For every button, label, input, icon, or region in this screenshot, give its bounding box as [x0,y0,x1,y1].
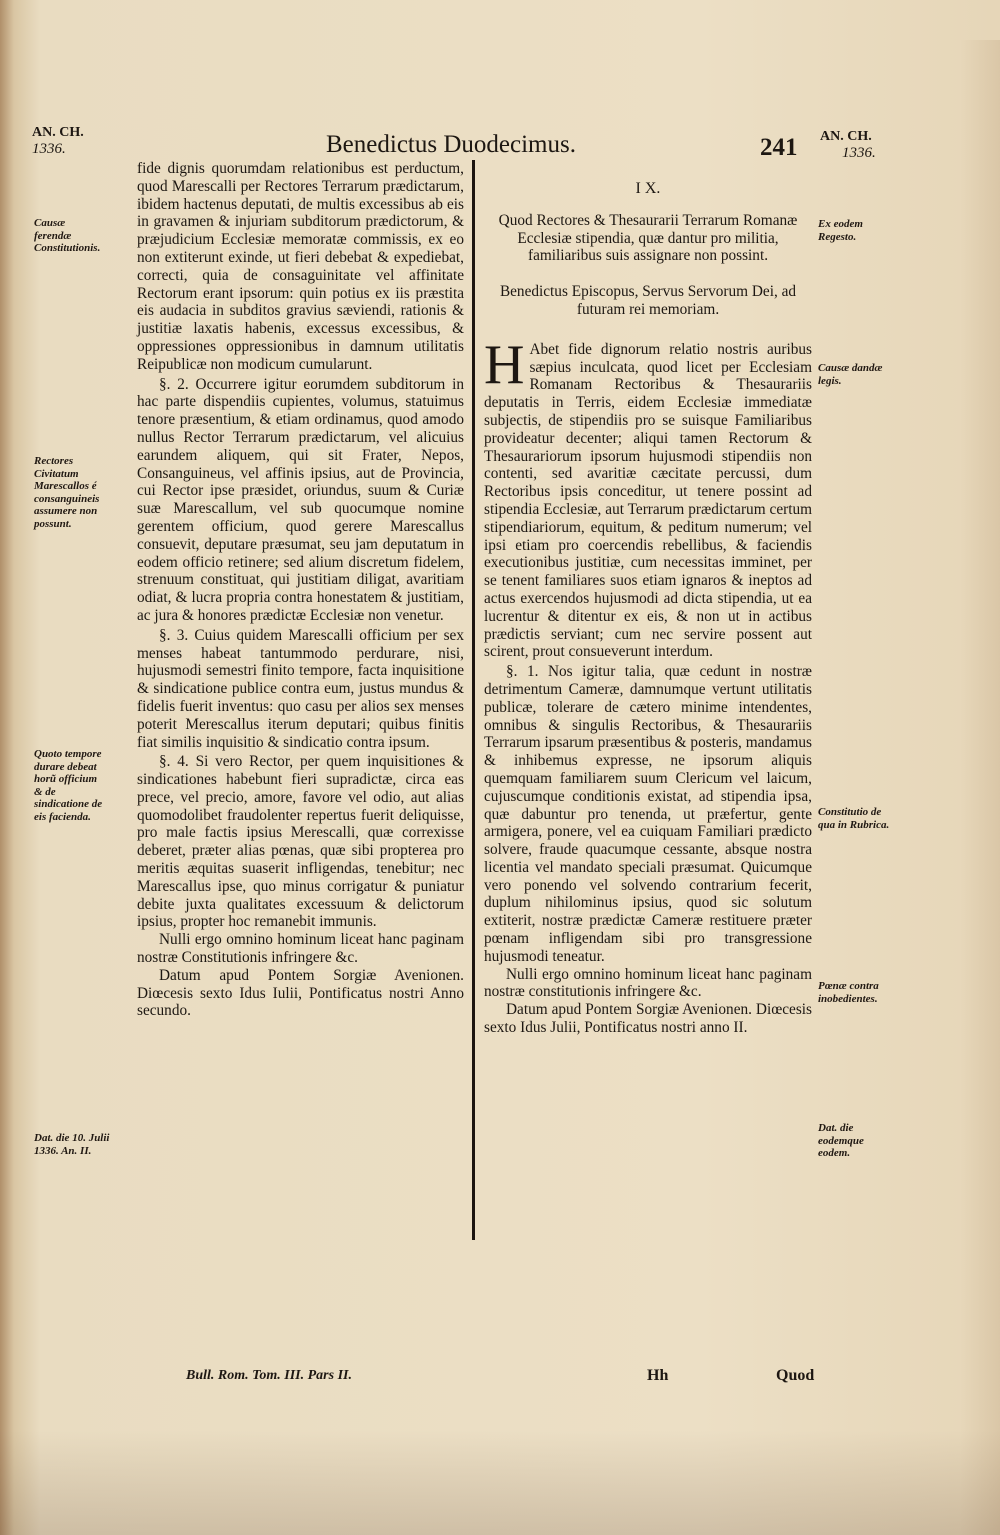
document-number: I X. [635,180,661,197]
paragraph: §. 4. Si vero Rector, per quem inquisitiones & sindicationes habebunt fieri supradictæ, circa eas prece, vel precio, amore, favore vel odio, aut alias quomodolibet fraudolenter repertus fuerit deliquisse, pro male factis ipsius Merescalli, quæ correxisse deberet, præter alias pœnas, quæ sibi propterea pro meritis æquitas suaserit infligendas, tenebitur; nec Marescallus ipse, quo minus corrigatur & puniatur debite juxta qualitates excessuum & delictorum ipsius, propter hoc remanebit immunis. [137,753,464,931]
first-paragraph-text: Abet fide dignorum relatio nostris auribus sæpius inculcata, quod licet per Ecclesiam Romanam Rectoribus & Thesaurariis deputatis in Terris, eidem Ecclesiæ immediatæ subjectis, de stipendiis pro se suisque Familiaribus provideatur decenter; aliqui tamen Rectorum & Thesaurariorum ipsorum hujusmodi stipendiis non contenti, sed avaritiæ cæcitate percussi, dum Rectoribus ipsis conceditur, ut tenere possint ad stipendia Ecclesiæ, aut Terrarum prædictarum certum stipendiariorum, equitum, & peditum numerum; vel ipsi etiam pro coercendis rebellibus, & faciendis executionibus justitiæ, cum necessitas imminet, per se tenent familiares suos etiam ignaros & ineptos ad actus exercendos hujusmodi ad dicta stipendia, ut ea lucrentur & ditentur ex eis, & non ut in actibus prædictis serviant; cum nec servire possent aut scirent, prout consueverunt interdum. [484,340,812,661]
drop-cap: H [484,333,525,396]
rubric: Quod Rectores & Thesaurarii Terrarum Romanæ Ecclesiæ stipendia, quæ dantur pro militia, familiaribus suis assignare non possint. [498,211,798,265]
paragraph: fide dignis quorumdam relationibus est perductum, quod Marescalli per Rectores Terrarum prædictarum, ibidem hactenus deputati, de multis excessibus ab eis in gravamen & injuriam subditorum prædictorum, & præjudicium Ecclesiæ memoratæ commissis, ex eo non extiterunt exinde, ut fieri debebat & expediebat, correcti, quia de consaguinitate vel affinitate Rectorum erant ipsorum: quin potius ex iis præstita eis audacia in subditos gravius sæviendi, rationis & justitiæ laxatis habenis, excessus excessibus, & oppressiones oppressionibus in damnum utilitatis Reipublicæ non modicum cumularunt. [137,160,464,373]
right-margin-note: Ex eodem Regesto. [818,218,863,243]
first-paragraph [484,333,812,661]
right-year: 1336. [842,145,876,161]
paragraph: Datum apud Pontem Sorgiæ Avenionen. Diœcesis sexto Idus Julii, Pontificatus nostri anno II. [484,1001,812,1037]
signature-line: Bull. Rom. Tom. III. Pars II. [186,1368,352,1383]
paragraph: §. 3. Cuius quidem Marescalli officium per sex menses habeat tantummodo perdurare, nisi, hujusmodi semestri finito tempore, facta inquisitione & sindicatione publice contra eum, justus mundus & fidelis fuerit inventus: quo casu per alios sex menses poterit Merescallus iterum deputari; quibus finitis fiat similis inquisitio & sindicatio contra ipsum. [137,626,464,751]
paragraph: Datum apud Pontem Sorgiæ Avenionen. Diœcesis sexto Idus Iulii, Pontificatus nostri Anno secundo. [137,966,464,1020]
left-year-label: AN. CH. [32,125,84,140]
column-rule [472,160,475,1240]
left-year-block [32,124,84,158]
paragraph: Nulli ergo omnino hominum liceat hanc paginam nostræ constitutionis infringere &c. [484,965,812,1001]
paragraph: §. 2. Occurrere igitur eorumdem subditorum in hac parte dispendiis cupientes, volumus, statuimus tenore præsentium, & etiam ordinamus, quod amodo nullus Rector Terrarum prædictarum, vel alicuius earundem aliquem, qui sit Frater, Nepos, Consanguineus, vel affinis ipsius, aut de Provincia, cui Rector ipse præsidet, oriundus, suum & Curiæ suæ Marescallum, vel sub quocumque nomine gerentem officium, quod gerere Marescallus consuevit, deputare præsumat, seu jam deputatum in eodem officio retinere; sed alium discretum fidelem, strenuum constituat, qui justitiam diligat, avaritiam odiat, & lucra propria contra honestatem & justitiam, ac jura & honores prædictæ Ecclesiæ non venetur. [137,375,464,624]
right-margin-note: Causæ dandæ legis. [818,362,883,387]
left-margin-note: Dat. die 10. Julii 1336. An. II. [34,1132,110,1157]
right-year-block [820,128,876,162]
right-year-label: AN. CH. [820,129,872,144]
page-title: Benedictus Duodecimus. [326,131,576,158]
right-margin-note: Pœnæ contra inobedientes. [818,980,879,1005]
right-margin-note: Constitutio de qua in Rubrica. [818,806,890,831]
paragraph: §. 1. Nos igitur talia, quæ cedunt in nostræ detrimentum Cameræ, damnumque vertunt utilitatis publicæ, tolerare de cætero minime intendentes, omnibus & singulis Rectoribus, & Thesaurariis Terrarum ipsarum præsentibus & posteris, mandamus & inhibemus expresse, ne ipsorum aliquis quemquam familiarem suum Clericum vel laicum, cujuscumque conditionis existat, ad stipendia ipsa, quæ dabuntur pro tenenda, ut præfertur, gente armigera, ponere, vel ea cuiquam Familiari prædicto solvere, fraude quacumque cessante, absque nostra licentia vel mandato speciali præsumat. Quicumque vero ponendo vel solvendo contrarium fecerit, duplum nihilominus ipsius, quod sic solutum extiterit, nostræ prædictæ Cameræ restituere præter pœnam infligendam sibi pro transgressione hujusmodi teneatur. [484,663,812,965]
left-margin-note: Causæ ferendæ Constitutionis. [34,217,101,254]
salutation: Benedictus Episcopus, Servus Servorum Dei, ad futuram rei memoriam. [499,283,797,318]
paragraph: Nulli ergo omnino hominum liceat hanc paginam nostræ Constitutionis infringere &c. [137,931,464,967]
catchword: Quod [776,1367,815,1384]
right-margin-note: Dat. die eodemque eodem. [818,1122,864,1159]
page-edge-shading [960,40,1000,1535]
sheet-mark: Hh [647,1367,669,1384]
right-column [484,180,812,1037]
left-column [137,160,464,1020]
left-margin-note: Rectores Civitatum Marescallos é consanguineis assumere non possunt. [34,455,100,530]
page-number: 241 [760,134,798,161]
left-year: 1336. [32,141,66,157]
left-margin-note: Quoto tempore durare debeat horũ officium & de sindicatione de eis facienda. [34,748,103,823]
